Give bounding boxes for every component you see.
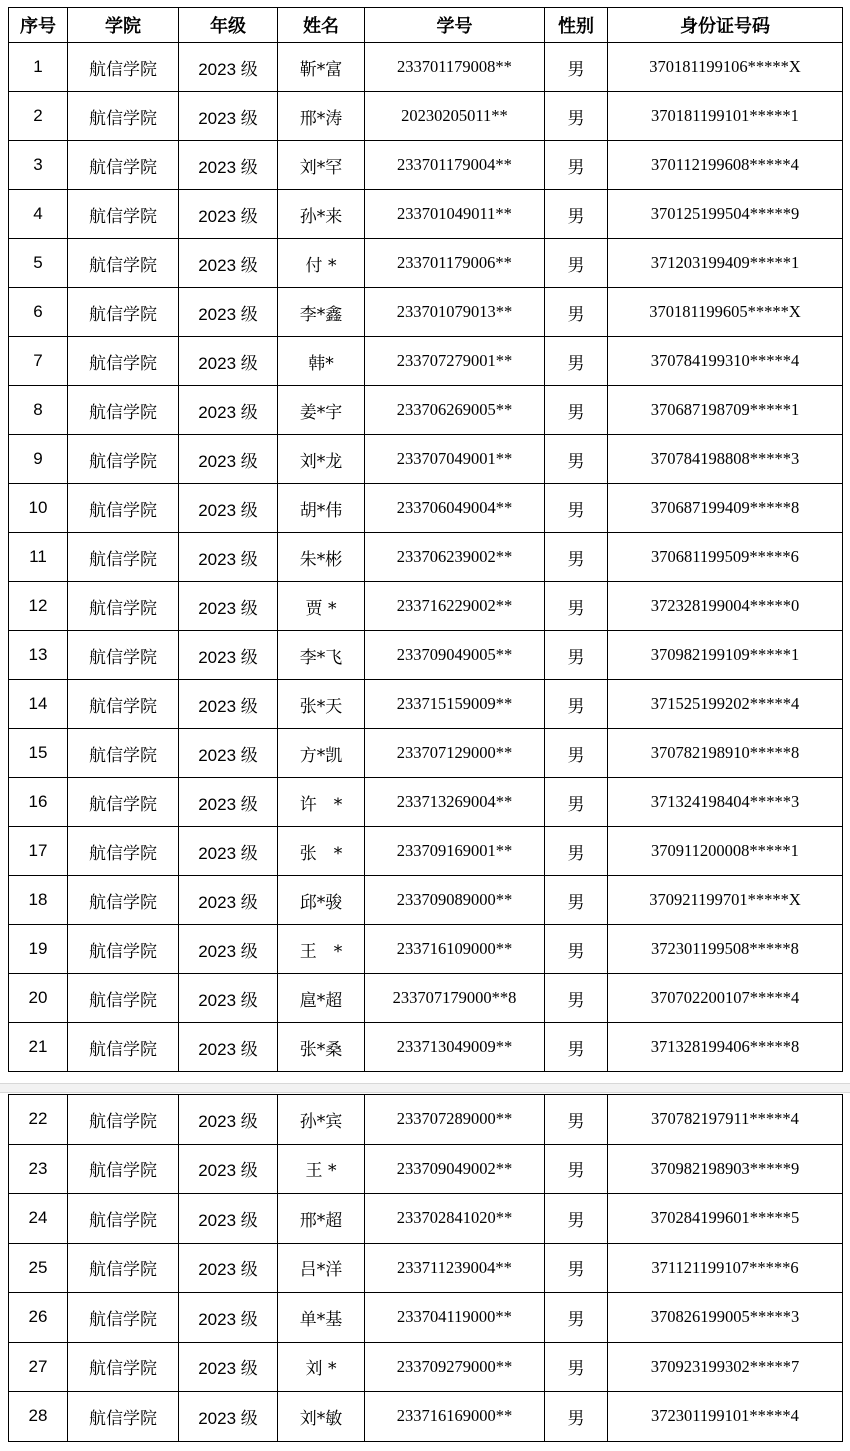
cell-seq: 26 bbox=[9, 1293, 68, 1343]
cell-college: 航信学院 bbox=[68, 876, 179, 925]
cell-student-id: 233701179008** bbox=[365, 43, 545, 92]
header-id-number: 身份证号码 bbox=[608, 8, 843, 43]
cell-id-number: 372301199101*****4 bbox=[608, 1392, 843, 1442]
cell-seq: 28 bbox=[9, 1392, 68, 1442]
cell-grade: 2023 级 bbox=[179, 680, 278, 729]
cell-name: 单*基 bbox=[278, 1293, 365, 1343]
cell-id-number: 370681199509*****6 bbox=[608, 533, 843, 582]
cell-gender: 男 bbox=[545, 484, 608, 533]
cell-id-number: 370687199409*****8 bbox=[608, 484, 843, 533]
cell-college: 航信学院 bbox=[68, 43, 179, 92]
cell-seq: 21 bbox=[9, 1023, 68, 1072]
cell-student-id: 20230205011** bbox=[365, 92, 545, 141]
cell-college: 航信学院 bbox=[68, 533, 179, 582]
cell-grade: 2023 级 bbox=[179, 729, 278, 778]
cell-college: 航信学院 bbox=[68, 631, 179, 680]
cell-id-number: 370181199106*****X bbox=[608, 43, 843, 92]
student-table-page-1 bbox=[8, 7, 843, 1072]
table-row bbox=[9, 778, 843, 827]
cell-id-number: 370181199605*****X bbox=[608, 288, 843, 337]
cell-seq: 10 bbox=[9, 484, 68, 533]
cell-student-id: 233716109000** bbox=[365, 925, 545, 974]
table-row bbox=[9, 386, 843, 435]
cell-student-id: 233706049004** bbox=[365, 484, 545, 533]
cell-student-id: 233707049001** bbox=[365, 435, 545, 484]
cell-seq: 14 bbox=[9, 680, 68, 729]
cell-name: 扈*超 bbox=[278, 974, 365, 1023]
cell-grade: 2023 级 bbox=[179, 1194, 278, 1244]
cell-name: 邢*涛 bbox=[278, 92, 365, 141]
cell-gender: 男 bbox=[545, 43, 608, 92]
cell-seq: 7 bbox=[9, 337, 68, 386]
cell-grade: 2023 级 bbox=[179, 337, 278, 386]
cell-name: 贾 * bbox=[278, 582, 365, 631]
cell-id-number: 370112199608*****4 bbox=[608, 141, 843, 190]
cell-name: 韩* bbox=[278, 337, 365, 386]
table-row bbox=[9, 876, 843, 925]
cell-id-number: 371121199107*****6 bbox=[608, 1243, 843, 1293]
cell-id-number: 371328199406*****8 bbox=[608, 1023, 843, 1072]
cell-college: 航信学院 bbox=[68, 386, 179, 435]
table-row bbox=[9, 1392, 843, 1442]
cell-id-number: 370125199504*****9 bbox=[608, 190, 843, 239]
cell-id-number: 370284199601*****5 bbox=[608, 1194, 843, 1244]
table-row bbox=[9, 1243, 843, 1293]
cell-name: 付 * bbox=[278, 239, 365, 288]
cell-name: 方*凯 bbox=[278, 729, 365, 778]
cell-name: 朱*彬 bbox=[278, 533, 365, 582]
cell-name: 刘 * bbox=[278, 1342, 365, 1392]
cell-college: 航信学院 bbox=[68, 435, 179, 484]
table-row bbox=[9, 484, 843, 533]
cell-grade: 2023 级 bbox=[179, 1023, 278, 1072]
cell-id-number: 370921199701*****X bbox=[608, 876, 843, 925]
cell-grade: 2023 级 bbox=[179, 827, 278, 876]
table-row bbox=[9, 1144, 843, 1194]
cell-grade: 2023 级 bbox=[179, 1392, 278, 1442]
cell-id-number: 370181199101*****1 bbox=[608, 92, 843, 141]
cell-seq: 6 bbox=[9, 288, 68, 337]
cell-name: 刘*敏 bbox=[278, 1392, 365, 1442]
cell-student-id: 233701049011** bbox=[365, 190, 545, 239]
cell-student-id: 233709049002** bbox=[365, 1144, 545, 1194]
cell-college: 航信学院 bbox=[68, 1144, 179, 1194]
table-row bbox=[9, 92, 843, 141]
cell-student-id: 233713049009** bbox=[365, 1023, 545, 1072]
cell-seq: 27 bbox=[9, 1342, 68, 1392]
cell-college: 航信学院 bbox=[68, 1342, 179, 1392]
table-row bbox=[9, 43, 843, 92]
table-row bbox=[9, 974, 843, 1023]
cell-seq: 13 bbox=[9, 631, 68, 680]
cell-grade: 2023 级 bbox=[179, 190, 278, 239]
cell-college: 航信学院 bbox=[68, 827, 179, 876]
cell-college: 航信学院 bbox=[68, 1243, 179, 1293]
cell-gender: 男 bbox=[545, 141, 608, 190]
cell-gender: 男 bbox=[545, 1194, 608, 1244]
cell-seq: 8 bbox=[9, 386, 68, 435]
cell-student-id: 233709089000** bbox=[365, 876, 545, 925]
cell-name: 张*天 bbox=[278, 680, 365, 729]
table-row bbox=[9, 729, 843, 778]
cell-college: 航信学院 bbox=[68, 1023, 179, 1072]
table-row bbox=[9, 1194, 843, 1244]
cell-college: 航信学院 bbox=[68, 974, 179, 1023]
cell-gender: 男 bbox=[545, 337, 608, 386]
cell-grade: 2023 级 bbox=[179, 1293, 278, 1343]
cell-seq: 20 bbox=[9, 974, 68, 1023]
cell-name: 刘*罕 bbox=[278, 141, 365, 190]
cell-seq: 23 bbox=[9, 1144, 68, 1194]
cell-name: 张*桑 bbox=[278, 1023, 365, 1072]
cell-college: 航信学院 bbox=[68, 925, 179, 974]
cell-seq: 9 bbox=[9, 435, 68, 484]
table-row bbox=[9, 239, 843, 288]
cell-seq: 12 bbox=[9, 582, 68, 631]
cell-gender: 男 bbox=[545, 925, 608, 974]
cell-name: 李*飞 bbox=[278, 631, 365, 680]
cell-gender: 男 bbox=[545, 1342, 608, 1392]
cell-gender: 男 bbox=[545, 288, 608, 337]
cell-gender: 男 bbox=[545, 680, 608, 729]
cell-gender: 男 bbox=[545, 1392, 608, 1442]
cell-grade: 2023 级 bbox=[179, 1144, 278, 1194]
cell-gender: 男 bbox=[545, 190, 608, 239]
cell-seq: 11 bbox=[9, 533, 68, 582]
cell-student-id: 233706269005** bbox=[365, 386, 545, 435]
table-row bbox=[9, 631, 843, 680]
cell-grade: 2023 级 bbox=[179, 1342, 278, 1392]
cell-gender: 男 bbox=[545, 631, 608, 680]
cell-college: 航信学院 bbox=[68, 680, 179, 729]
cell-grade: 2023 级 bbox=[179, 533, 278, 582]
header-college: 学院 bbox=[68, 8, 179, 43]
table-row bbox=[9, 582, 843, 631]
table-row bbox=[9, 337, 843, 386]
table-row bbox=[9, 925, 843, 974]
cell-college: 航信学院 bbox=[68, 484, 179, 533]
cell-seq: 5 bbox=[9, 239, 68, 288]
cell-college: 航信学院 bbox=[68, 1194, 179, 1244]
cell-grade: 2023 级 bbox=[179, 92, 278, 141]
cell-id-number: 370782197911*****4 bbox=[608, 1095, 843, 1145]
cell-grade: 2023 级 bbox=[179, 288, 278, 337]
cell-id-number: 370784199310*****4 bbox=[608, 337, 843, 386]
cell-id-number: 370702200107*****4 bbox=[608, 974, 843, 1023]
cell-seq: 17 bbox=[9, 827, 68, 876]
table-row bbox=[9, 190, 843, 239]
cell-college: 航信学院 bbox=[68, 1293, 179, 1343]
cell-gender: 男 bbox=[545, 435, 608, 484]
cell-seq: 16 bbox=[9, 778, 68, 827]
cell-seq: 24 bbox=[9, 1194, 68, 1244]
cell-name: 靳*富 bbox=[278, 43, 365, 92]
cell-gender: 男 bbox=[545, 92, 608, 141]
cell-seq: 18 bbox=[9, 876, 68, 925]
cell-gender: 男 bbox=[545, 239, 608, 288]
table-row bbox=[9, 680, 843, 729]
cell-seq: 3 bbox=[9, 141, 68, 190]
cell-id-number: 372328199004*****0 bbox=[608, 582, 843, 631]
cell-student-id: 233707289000** bbox=[365, 1095, 545, 1145]
cell-student-id: 233715159009** bbox=[365, 680, 545, 729]
header-name: 姓名 bbox=[278, 8, 365, 43]
cell-name: 王 * bbox=[278, 925, 365, 974]
header-row bbox=[9, 8, 843, 43]
cell-grade: 2023 级 bbox=[179, 239, 278, 288]
cell-id-number: 370982199109*****1 bbox=[608, 631, 843, 680]
cell-college: 航信学院 bbox=[68, 190, 179, 239]
cell-gender: 男 bbox=[545, 1095, 608, 1145]
cell-student-id: 233701079013** bbox=[365, 288, 545, 337]
cell-student-id: 233701179004** bbox=[365, 141, 545, 190]
cell-seq: 2 bbox=[9, 92, 68, 141]
header-grade: 年级 bbox=[179, 8, 278, 43]
cell-gender: 男 bbox=[545, 1243, 608, 1293]
cell-gender: 男 bbox=[545, 533, 608, 582]
cell-college: 航信学院 bbox=[68, 729, 179, 778]
cell-gender: 男 bbox=[545, 582, 608, 631]
cell-gender: 男 bbox=[545, 386, 608, 435]
cell-student-id: 233707179000**8 bbox=[365, 974, 545, 1023]
cell-gender: 男 bbox=[545, 729, 608, 778]
cell-seq: 15 bbox=[9, 729, 68, 778]
table-row bbox=[9, 827, 843, 876]
cell-student-id: 233707279001** bbox=[365, 337, 545, 386]
cell-student-id: 233709279000** bbox=[365, 1342, 545, 1392]
cell-grade: 2023 级 bbox=[179, 631, 278, 680]
cell-grade: 2023 级 bbox=[179, 974, 278, 1023]
table-row bbox=[9, 141, 843, 190]
cell-gender: 男 bbox=[545, 1023, 608, 1072]
cell-college: 航信学院 bbox=[68, 288, 179, 337]
cell-id-number: 370784198808*****3 bbox=[608, 435, 843, 484]
cell-name: 姜*宇 bbox=[278, 386, 365, 435]
cell-gender: 男 bbox=[545, 1293, 608, 1343]
table-row bbox=[9, 288, 843, 337]
student-table-page-2 bbox=[8, 1094, 843, 1442]
cell-id-number: 372301199508*****8 bbox=[608, 925, 843, 974]
header-gender: 性别 bbox=[545, 8, 608, 43]
cell-student-id: 233709169001** bbox=[365, 827, 545, 876]
table-row bbox=[9, 1293, 843, 1343]
cell-gender: 男 bbox=[545, 778, 608, 827]
cell-student-id: 233706239002** bbox=[365, 533, 545, 582]
cell-college: 航信学院 bbox=[68, 337, 179, 386]
cell-student-id: 233704119000** bbox=[365, 1293, 545, 1343]
cell-name: 吕*洋 bbox=[278, 1243, 365, 1293]
cell-grade: 2023 级 bbox=[179, 1095, 278, 1145]
cell-gender: 男 bbox=[545, 876, 608, 925]
cell-student-id: 233713269004** bbox=[365, 778, 545, 827]
cell-name: 张 * bbox=[278, 827, 365, 876]
cell-name: 李*鑫 bbox=[278, 288, 365, 337]
page-break bbox=[0, 1083, 850, 1093]
cell-student-id: 233707129000** bbox=[365, 729, 545, 778]
cell-seq: 25 bbox=[9, 1243, 68, 1293]
cell-student-id: 233716169000** bbox=[365, 1392, 545, 1442]
cell-college: 航信学院 bbox=[68, 92, 179, 141]
cell-grade: 2023 级 bbox=[179, 141, 278, 190]
cell-college: 航信学院 bbox=[68, 1095, 179, 1145]
cell-college: 航信学院 bbox=[68, 1392, 179, 1442]
cell-id-number: 370982198903*****9 bbox=[608, 1144, 843, 1194]
cell-grade: 2023 级 bbox=[179, 582, 278, 631]
cell-id-number: 370687198709*****1 bbox=[608, 386, 843, 435]
table-row bbox=[9, 1023, 843, 1072]
cell-grade: 2023 级 bbox=[179, 1243, 278, 1293]
cell-college: 航信学院 bbox=[68, 239, 179, 288]
cell-grade: 2023 级 bbox=[179, 876, 278, 925]
cell-grade: 2023 级 bbox=[179, 43, 278, 92]
cell-grade: 2023 级 bbox=[179, 386, 278, 435]
cell-id-number: 370911200008*****1 bbox=[608, 827, 843, 876]
cell-gender: 男 bbox=[545, 827, 608, 876]
cell-name: 孙*来 bbox=[278, 190, 365, 239]
table-row bbox=[9, 1095, 843, 1145]
cell-name: 孙*宾 bbox=[278, 1095, 365, 1145]
cell-student-id: 233716229002** bbox=[365, 582, 545, 631]
cell-id-number: 371525199202*****4 bbox=[608, 680, 843, 729]
table-row bbox=[9, 1342, 843, 1392]
cell-gender: 男 bbox=[545, 974, 608, 1023]
cell-seq: 4 bbox=[9, 190, 68, 239]
cell-grade: 2023 级 bbox=[179, 778, 278, 827]
cell-id-number: 370923199302*****7 bbox=[608, 1342, 843, 1392]
cell-grade: 2023 级 bbox=[179, 925, 278, 974]
cell-seq: 22 bbox=[9, 1095, 68, 1145]
cell-name: 刘*龙 bbox=[278, 435, 365, 484]
cell-name: 邱*骏 bbox=[278, 876, 365, 925]
table-row bbox=[9, 533, 843, 582]
cell-gender: 男 bbox=[545, 1144, 608, 1194]
cell-name: 邢*超 bbox=[278, 1194, 365, 1244]
cell-student-id: 233702841020** bbox=[365, 1194, 545, 1244]
header-seq: 序号 bbox=[9, 8, 68, 43]
cell-seq: 1 bbox=[9, 43, 68, 92]
cell-college: 航信学院 bbox=[68, 141, 179, 190]
cell-seq: 19 bbox=[9, 925, 68, 974]
cell-student-id: 233709049005** bbox=[365, 631, 545, 680]
cell-id-number: 371203199409*****1 bbox=[608, 239, 843, 288]
cell-name: 许 * bbox=[278, 778, 365, 827]
cell-id-number: 370782198910*****8 bbox=[608, 729, 843, 778]
cell-id-number: 370826199005*****3 bbox=[608, 1293, 843, 1343]
cell-id-number: 371324198404*****3 bbox=[608, 778, 843, 827]
cell-college: 航信学院 bbox=[68, 778, 179, 827]
cell-name: 胡*伟 bbox=[278, 484, 365, 533]
cell-grade: 2023 级 bbox=[179, 435, 278, 484]
cell-name: 王 * bbox=[278, 1144, 365, 1194]
cell-student-id: 233711239004** bbox=[365, 1243, 545, 1293]
cell-college: 航信学院 bbox=[68, 582, 179, 631]
cell-grade: 2023 级 bbox=[179, 484, 278, 533]
cell-student-id: 233701179006** bbox=[365, 239, 545, 288]
table-row bbox=[9, 435, 843, 484]
header-student-id: 学号 bbox=[365, 8, 545, 43]
